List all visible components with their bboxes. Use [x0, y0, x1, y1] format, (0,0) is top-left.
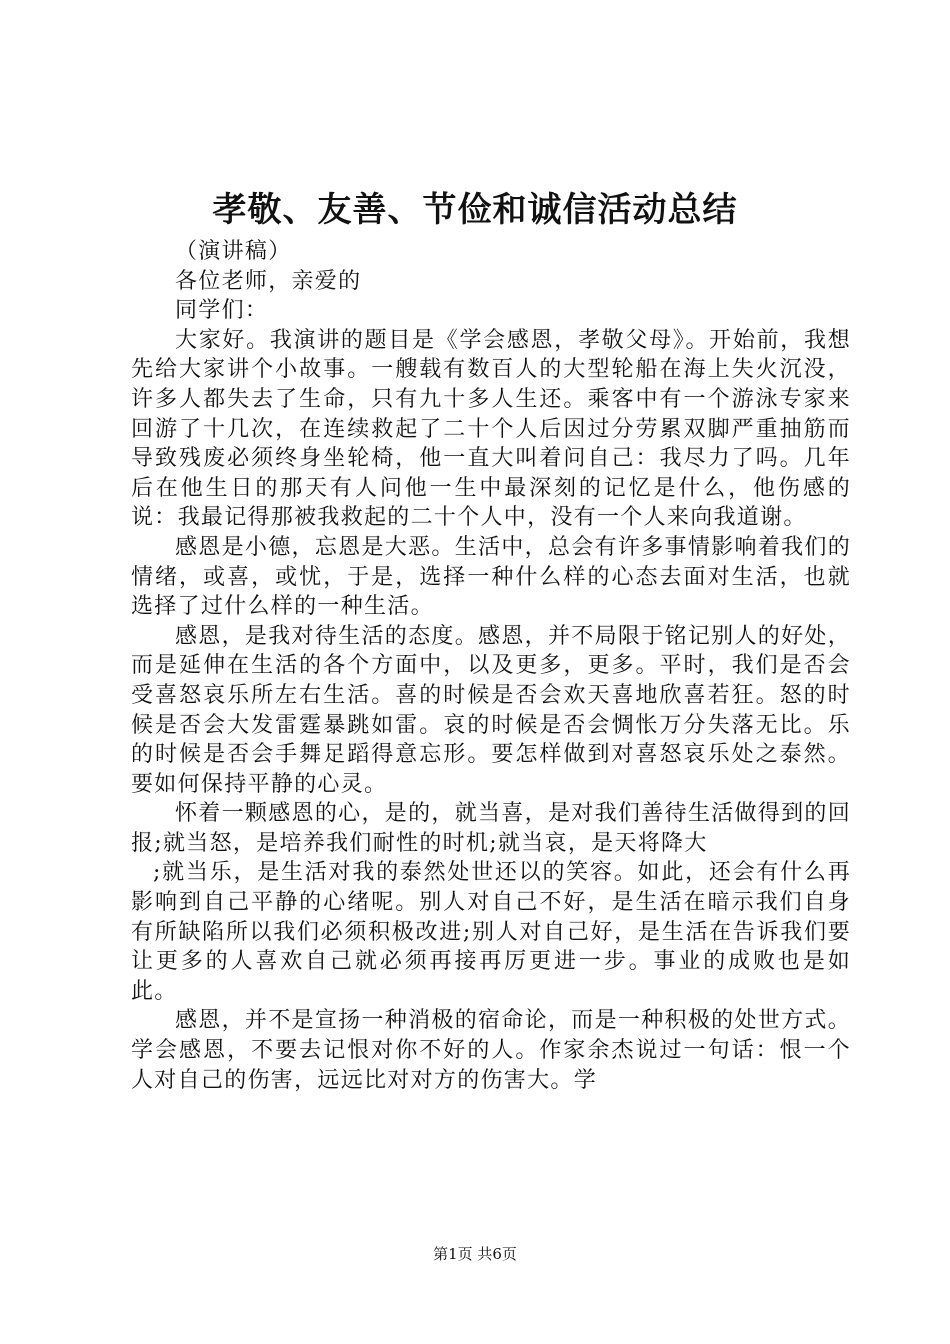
subtitle-speech-draft: （演讲稿） — [175, 239, 292, 264]
greeting-line: 各位老师，亲爱的 — [175, 268, 362, 294]
greeting-students: 同学们： — [175, 298, 269, 324]
body-paragraph: 感恩，是我对待生活的态度。感恩，并不局限于铭记别人的好处，而是延伸在生活的各个方面中，以及更多，更多。平时，我们是否会受喜怒哀乐所左右生活。喜的时候是否会欢天喜地欣喜若狂。怒的时候是否会大发雷霆暴跳如雷。哀的时候是否会惆怅万分失落无比。乐的时候是否会手舞足蹈得意忘形。要怎样做到对喜怒哀乐处之泰然。要如何保持平静的心灵。 — [131, 623, 851, 797]
body-paragraph: 大家好。我演讲的题目是《学会感恩，孝敬父母》。开始前，我想先给大家讲个小故事。一艘载有数百人的大型轮船在海上失火沉没，许多人都失去了生命，只有九十多人生还。乘客中有一个游泳专家来回游了十几次，在连续救起了二十个人后因过分劳累双脚严重抽筋而导致残废必须终身坐轮椅，他一直大叫着问自己：我尽力了吗。几年后在他生日的那天有人问他一生中最深刻的记忆是什么，他伤感的说：我最记得那被我救起的二十个人中，没有一个人来向我道谢。 — [131, 327, 851, 531]
document-title: 孝敬、友善、节俭和诚信活动总结 — [212, 190, 738, 230]
document-body — [131, 237, 851, 1095]
body-paragraph: 怀着一颗感恩的心，是的，就当喜，是对我们善待生活做得到的回报;就当怒，是培养我们耐性的时机;就当哀，是天将降大 — [131, 801, 851, 856]
page-number-footer: 第1页 共6页 — [433, 1245, 517, 1263]
body-paragraph: ;就当乐，是生活对我的泰然处世还以的笑容。如此，还会有什么再影响到自己平静的心绪呢。别人对自己不好，是生活在暗示我们自身有所缺陷所以我们必须积极改进;别人对自己好，是生活在告诉我们要让更多的人喜欢自己就必须再接再厉更进一步。事业的成败也是如此。 — [131, 860, 851, 1004]
body-paragraph: 感恩，并不是宣扬一种消极的宿命论，而是一种积极的处世方式。学会感恩，不要去记恨对你不好的人。作家余杰说过一句话：恨一个人对自己的伤害，远远比对对方的伤害大。学 — [131, 1008, 851, 1093]
body-paragraph: 感恩是小德，忘恩是大恶。生活中，总会有许多事情影响着我们的情绪，或喜，或忧，于是，选择一种什么样的心态去面对生活，也就选择了过什么样的一种生活。 — [131, 534, 851, 620]
